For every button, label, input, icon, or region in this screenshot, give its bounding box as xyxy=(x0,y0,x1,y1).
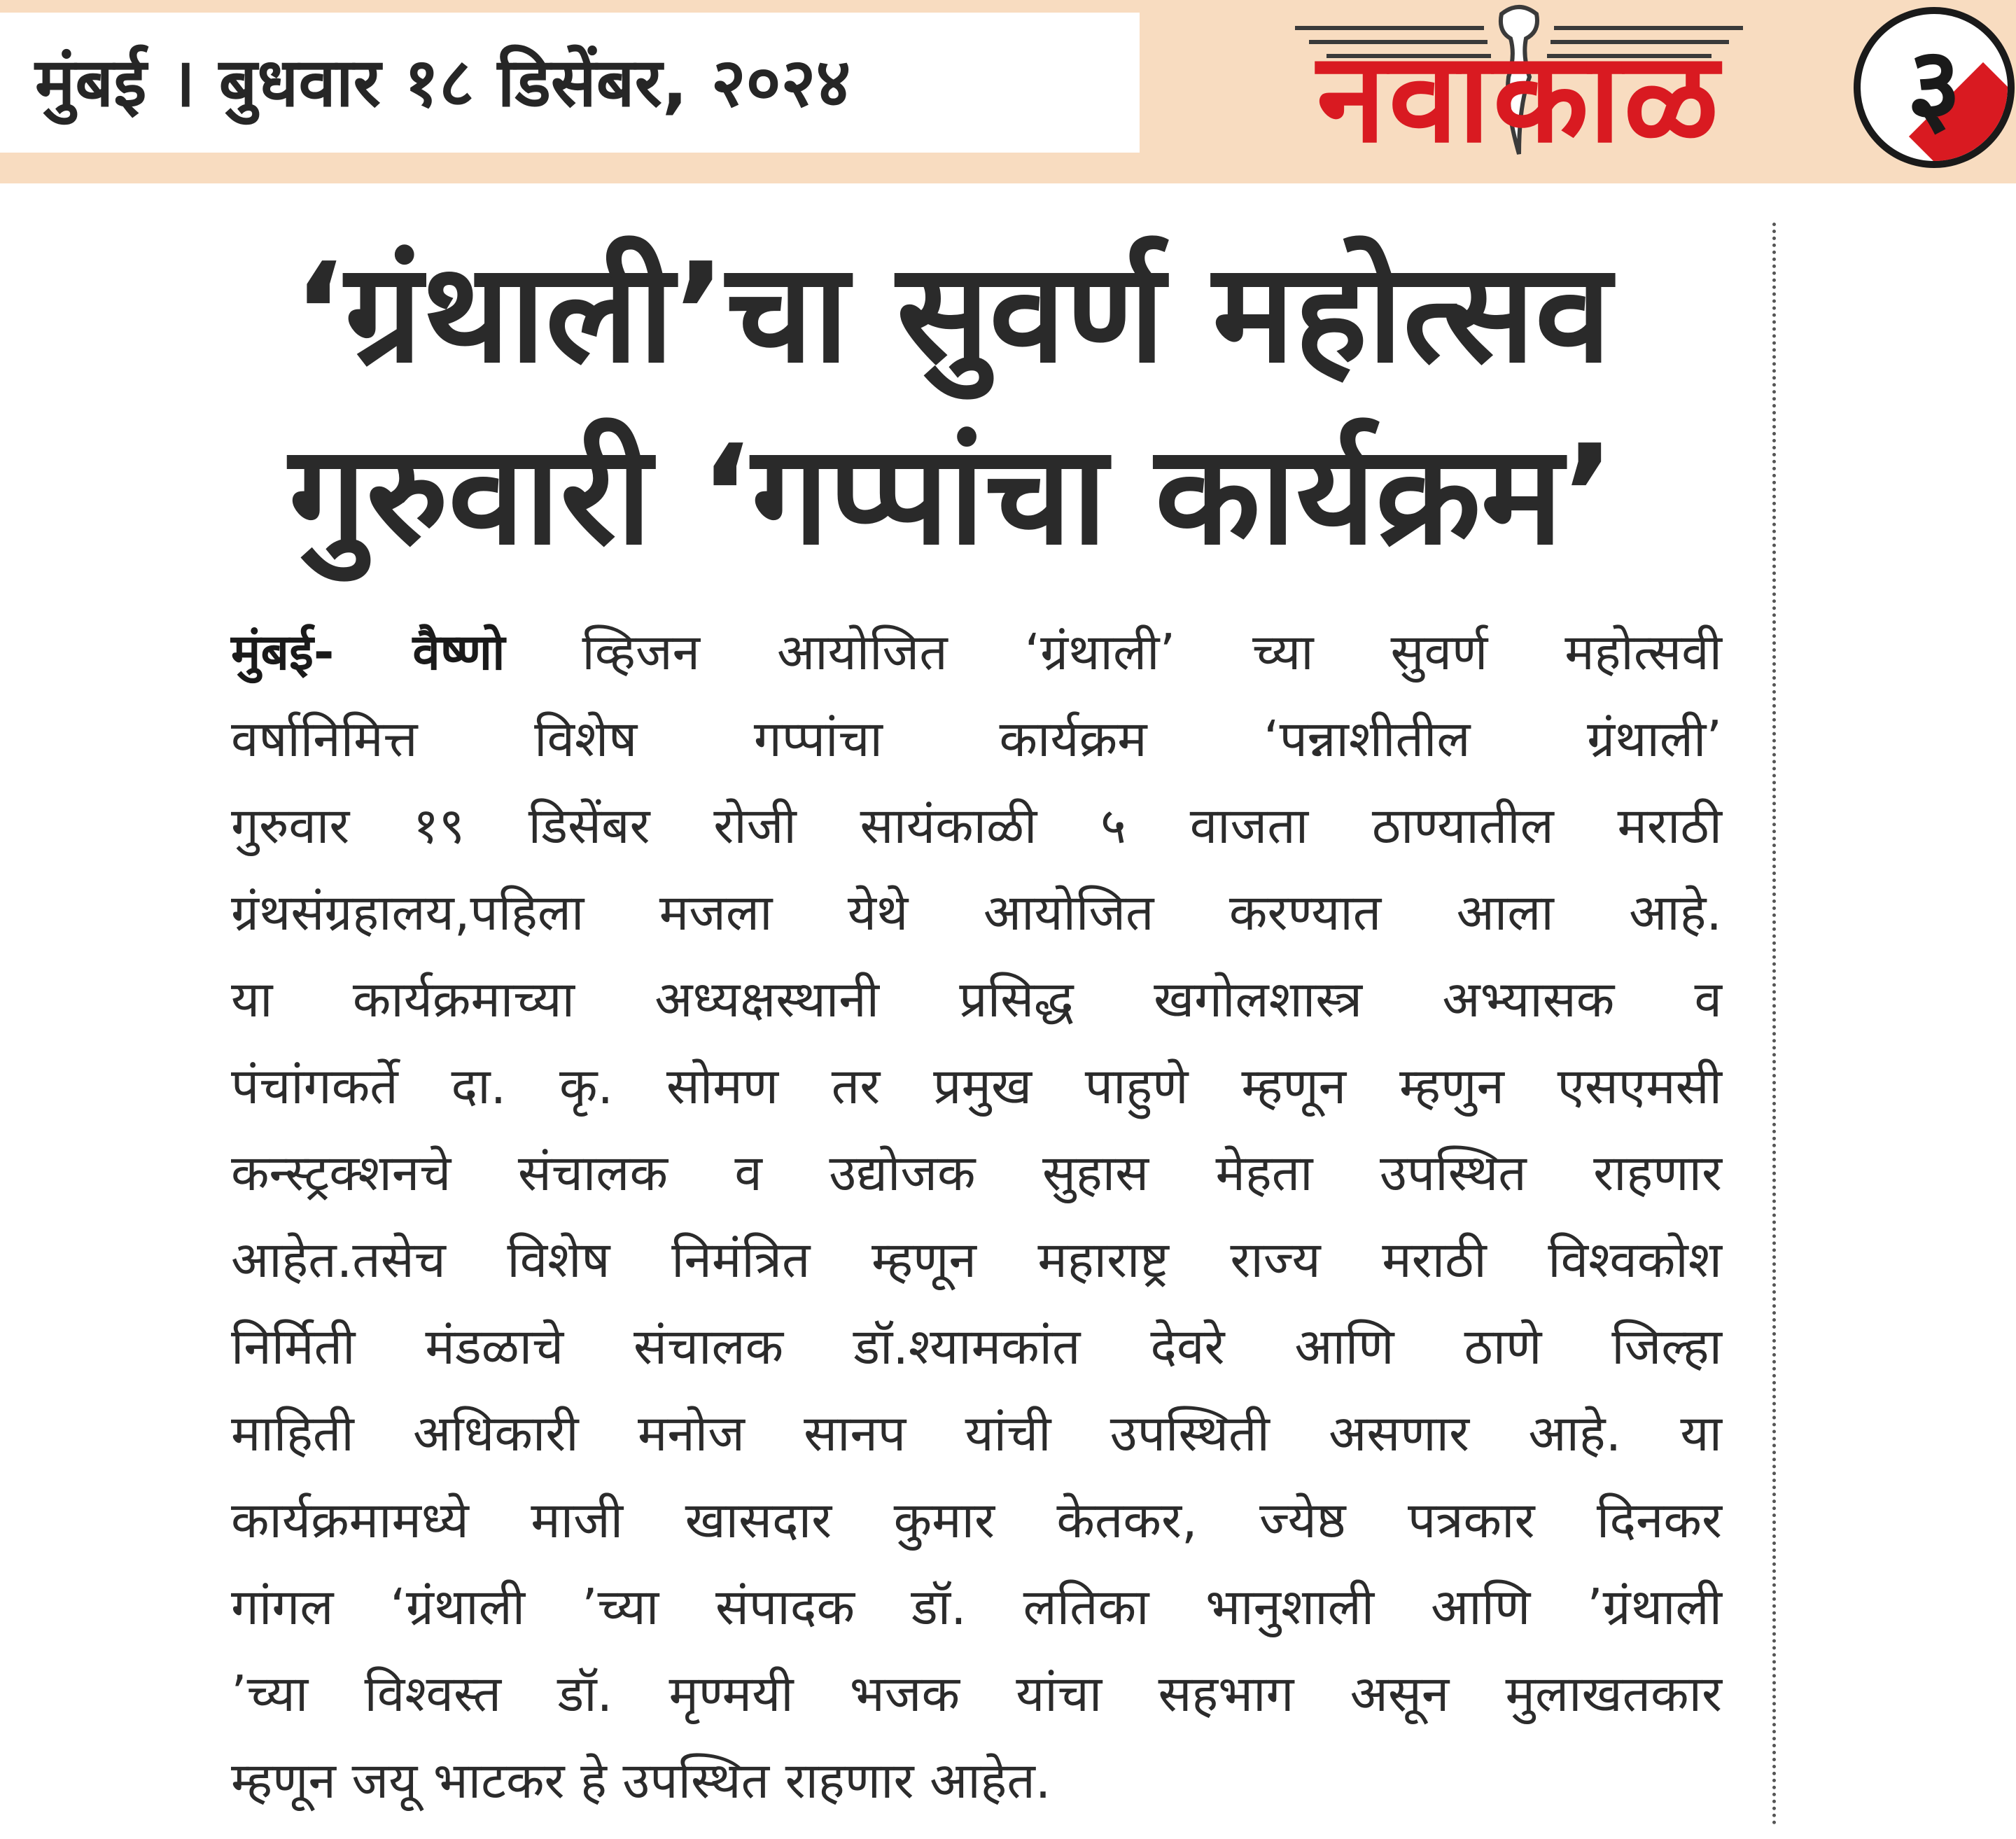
body-line: माहिती अधिकारी मनोज सानप यांची उपस्थिती असणार आहे. या xyxy=(231,1404,1722,1462)
newspaper-logo xyxy=(1211,0,1827,175)
body-line: निर्मिती मंडळाचे संचालक डॉ.श्यामकांत देवरे आणि ठाणे जिल्हा xyxy=(231,1317,1722,1376)
article-body xyxy=(231,609,1722,1824)
masthead-band xyxy=(0,0,2016,183)
body-line: पंचांगकर्ते दा. कृ. सोमण तर प्रमुख पाहुणे म्हणून म्हणुन एसएमसी xyxy=(231,1057,1722,1115)
body-line: या कार्यक्रमाच्या अध्यक्षस्थानी प्रसिद्ध खगोलशास्त्र अभ्यासक व xyxy=(231,970,1722,1028)
body-line: म्हणून जयू भाटकर हे उपस्थित राहणार आहेत. xyxy=(231,1751,1051,1810)
body-line-text: व्हिजन आयोजित ‘ग्रंथाली’ च्या सुवर्ण महोत्सवी xyxy=(582,623,1722,681)
dateline-box xyxy=(0,13,1140,153)
body-line: वर्षानिमित्त विशेष गप्पांचा कार्यक्रम ‘पन्नाशीतील ग्रंथाली’ xyxy=(231,710,1722,768)
column-rule xyxy=(1772,223,1776,1826)
body-line: गुरुवार १९ डिसेंबर रोजी सायंकाळी ५ वाजता ठाण्यातील मराठी xyxy=(231,797,1722,855)
headline xyxy=(133,223,1771,587)
body-line: ’च्या विश्वस्त डॉ. मृण्मयी भजक यांचा सहभाग असून मुलाखतकार xyxy=(231,1665,1722,1723)
page-number-badge xyxy=(1854,7,2015,168)
body-line: आहेत.तसेच विशेष निमंत्रित म्हणून महाराष्ट्र राज्य मराठी विश्वकोश xyxy=(231,1231,1722,1289)
body-line: ग्रंथसंग्रहालय,पहिला मजला येथे आयोजित करण्यात आला आहे. xyxy=(231,883,1722,942)
body-line: कार्यक्रमामध्ये माजी खासदार कुमार केतकर, ज्येष्ठ पत्रकार दिनकर xyxy=(231,1491,1722,1549)
headline-line-1: ‘ग्रंथाली’चा सुवर्ण महोत्सव xyxy=(293,234,1611,393)
headline-line-2: गुरुवारी ‘गप्पांचा कार्यक्रम’ xyxy=(288,416,1616,575)
dateline: मुंबई । बुधवार १८ डिसेंबर, २०२४ xyxy=(35,43,851,122)
dateline-lead: मुंबई- वैष्णो xyxy=(231,623,505,681)
page-number: ३ xyxy=(1906,25,1961,147)
newspaper-name: नवाकाळ xyxy=(1317,25,1721,170)
body-line xyxy=(231,609,1722,696)
body-line: गांगल ‘ग्रंथाली ’च्या संपादक डॉ. लतिका भानुशाली आणि ’ग्रंथाली xyxy=(231,1578,1722,1636)
body-line: कन्स्ट्रक्शनचे संचालक व उद्योजक सुहास मेहता उपस्थित राहणार xyxy=(231,1144,1722,1202)
